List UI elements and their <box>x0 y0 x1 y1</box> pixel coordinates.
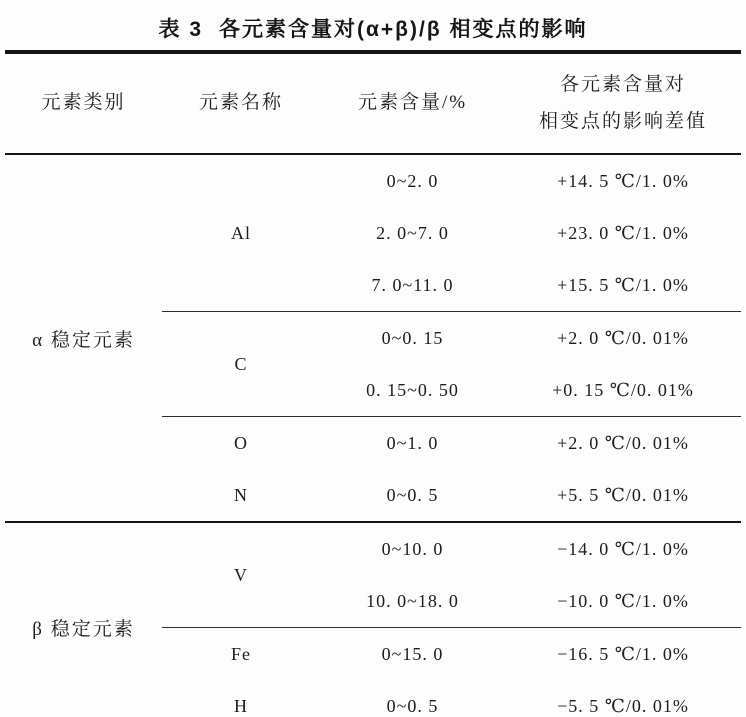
effect-cell: +2. 0 ℃/0. 01% <box>557 327 689 348</box>
effect-cell: +23. 0 ℃/1. 0% <box>557 222 689 243</box>
range-cell: 0~15. 0 <box>381 643 444 664</box>
effect-cell: +15. 5 ℃/1. 0% <box>505 259 741 312</box>
effect-cell: −5. 5 ℃/0. 01% <box>557 695 689 716</box>
range-cell: 10. 0~18. 0 <box>320 575 505 628</box>
col-header-content: 元素含量/% <box>320 52 505 154</box>
range-cell: 0~1. 0 <box>386 432 439 453</box>
element-cell-n: N <box>162 469 320 522</box>
phase-transition-table <box>5 50 741 717</box>
range-cell: 0~0. 5 <box>386 695 439 716</box>
effect-cell: +5. 5 ℃/0. 01% <box>505 469 741 522</box>
element-cell-c: C <box>162 312 320 417</box>
element-cell-fe: Fe <box>231 643 251 664</box>
col-header-effect <box>505 52 741 154</box>
range-cell: 7. 0~11. 0 <box>320 259 505 312</box>
range-cell: 0~10. 0 <box>381 538 444 559</box>
effect-cell: +14. 5 ℃/1. 0% <box>557 170 689 191</box>
effect-cell: −14. 0 ℃/1. 0% <box>557 538 689 559</box>
col-header-category: 元素类别 <box>5 52 162 154</box>
table-row-al-1 <box>5 154 741 207</box>
header-row <box>5 52 741 154</box>
effect-cell: +0. 15 ℃/0. 01% <box>505 364 741 417</box>
range-cell: 0~0. 5 <box>320 469 505 522</box>
element-cell-al: Al <box>162 154 320 312</box>
table-row-v-1 <box>5 522 741 575</box>
table-number: 表 3 <box>158 18 204 41</box>
category-cell-beta: β 稳定元素 <box>5 522 162 717</box>
range-cell: 0. 15~0. 50 <box>320 364 505 417</box>
category-cell-alpha: α 稳定元素 <box>5 154 162 522</box>
effect-cell: +2. 0 ℃/0. 01% <box>557 432 689 453</box>
range-cell: 2. 0~7. 0 <box>376 222 449 243</box>
col-header-effect-line1: 各元素含量对 <box>559 74 686 96</box>
table-title-text: 各元素含量对(α+β)/β 相变点的影响 <box>219 18 588 41</box>
effect-cell: −10. 0 ℃/1. 0% <box>505 575 741 628</box>
col-header-element-name: 元素名称 <box>162 52 320 154</box>
effect-cell: −16. 5 ℃/1. 0% <box>557 643 689 664</box>
element-cell-o: O <box>234 432 248 453</box>
table-caption <box>0 6 746 50</box>
col-header-effect-line2: 相变点的影响差值 <box>538 110 707 132</box>
range-cell: 0~2. 0 <box>386 170 439 191</box>
element-cell-v: V <box>162 522 320 628</box>
range-cell: 0~0. 15 <box>381 327 444 348</box>
element-cell-h: H <box>234 695 248 716</box>
